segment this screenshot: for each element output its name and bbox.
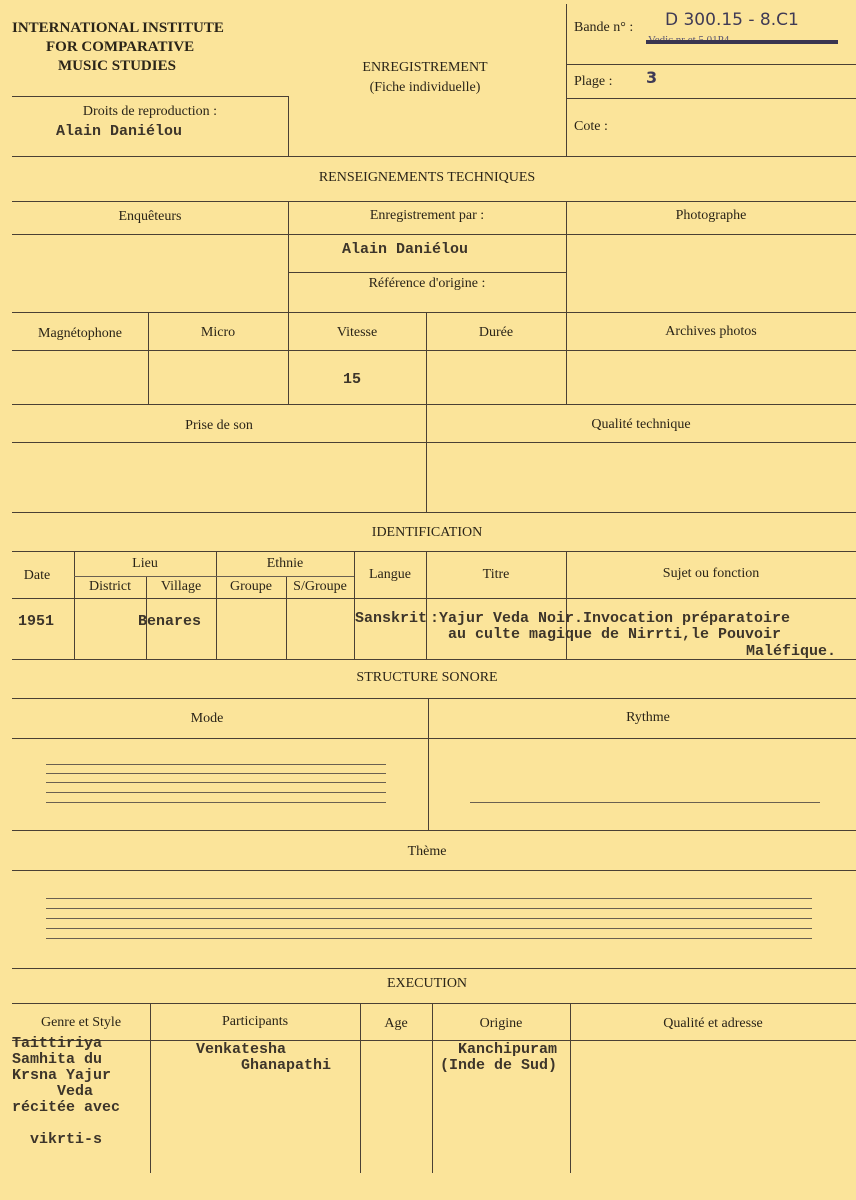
date-value: 1951 [18, 613, 55, 630]
theme-staff-5 [46, 938, 812, 939]
bande-value: D 300.15 - 8.C1 [665, 10, 799, 30]
village-label: Village [160, 579, 202, 594]
tech-header: RENSEIGNEMENTS TECHNIQUES [318, 170, 536, 185]
vitesse-value: 15 [343, 371, 362, 388]
rights-label: Droits de reproduction : [82, 104, 218, 119]
groupe-label: Groupe [230, 579, 272, 594]
mode-label: Mode [190, 711, 224, 726]
header-right-divider [566, 4, 567, 156]
photographe-label: Photographe [675, 208, 747, 223]
header-bottom-line [12, 156, 856, 157]
rights-box-top [12, 96, 288, 97]
form-title: ENREGISTREMENT [362, 60, 488, 75]
tech2-line-1 [12, 350, 856, 351]
execution-line-1 [12, 1003, 856, 1004]
structure-end-line [12, 968, 856, 969]
archives-label: Archives photos [665, 324, 757, 339]
institute-line-2: FOR COMPARATIVE [46, 39, 195, 55]
enregistrement-par-label: Enregistrement par : [369, 208, 485, 223]
district-label: District [89, 579, 131, 594]
micro-label: Micro [200, 325, 236, 340]
structure-header: STRUCTURE SONORE [356, 670, 498, 685]
plage-row-line [566, 98, 856, 99]
theme-line [12, 870, 856, 871]
tech-line-2 [12, 234, 856, 235]
prise-label: Prise de son [185, 418, 253, 433]
mode-staff-3 [46, 782, 386, 783]
origine-value: Kanchipuram (Inde de Sud) [440, 1041, 558, 1074]
ident-line-1 [12, 551, 856, 552]
titre-label: Titre [482, 567, 510, 582]
qualite-technique-label: Qualité technique [591, 417, 691, 432]
reference-line [288, 272, 566, 273]
qualite-adresse-label: Qualité et adresse [663, 1016, 763, 1031]
participants-value: Venkatesha Ghanapathi [196, 1041, 332, 1074]
mode-staff-1 [46, 764, 386, 765]
identification-header: IDENTIFICATION [371, 525, 483, 540]
rythme-line [470, 802, 820, 803]
langue-value: Sanskrit [355, 610, 428, 627]
plage-value: 3 [646, 68, 658, 87]
tech-line-1 [12, 201, 856, 202]
prise-line [12, 442, 856, 443]
ethnie-label: Ethnie [266, 556, 304, 571]
ident-end-line [12, 659, 856, 660]
lieu-label: Lieu [132, 556, 158, 571]
reference-label: Référence d'origine : [368, 276, 486, 291]
execution-line-2 [12, 1040, 856, 1041]
rights-value: Alain Daniélou [56, 123, 183, 140]
magnetophone-label: Magnétophone [38, 326, 122, 341]
genre-value: Taittiriya Samhita du Krsna Yajur Veda récitée avec vikrti-s [12, 1035, 121, 1148]
mode-staff-5 [46, 802, 386, 803]
institute-line-1: INTERNATIONAL INSTITUTE [12, 20, 224, 36]
titre-value-line-1: :Yajur Veda Noir.Invocation préparatoire [430, 610, 791, 627]
bande-row-line [566, 64, 856, 65]
cote-label: Cote : [574, 119, 608, 134]
theme-staff-4 [46, 928, 812, 929]
titre-value-line-3: Maléfique. [746, 643, 837, 660]
enregistrement-par-value: Alain Daniélou [342, 241, 469, 258]
participants-label: Participants [221, 1014, 289, 1029]
origine-label: Origine [479, 1016, 523, 1031]
age-label: Age [384, 1016, 408, 1031]
tech-end-line [12, 512, 856, 513]
date-label: Date [23, 568, 51, 583]
bande-label: Bande n° : [574, 20, 634, 35]
structure-line-3 [12, 830, 856, 831]
theme-staff-1 [46, 898, 812, 899]
duree-label: Durée [478, 325, 514, 340]
form-subtitle: (Fiche individuelle) [369, 80, 481, 95]
plage-label: Plage : [574, 74, 613, 89]
theme-staff-2 [46, 908, 812, 909]
institute-line-3: MUSIC STUDIES [58, 58, 176, 74]
execution-header: EXECUTION [386, 976, 468, 991]
mode-staff-2 [46, 773, 386, 774]
rythme-label: Rythme [626, 710, 670, 725]
enqueteurs-label: Enquêteurs [118, 209, 182, 224]
mode-staff-4 [46, 792, 386, 793]
structure-line-1 [12, 698, 856, 699]
theme-label: Thème [407, 844, 447, 859]
sujet-label: Sujet ou fonction [662, 566, 760, 581]
structure-line-2 [12, 738, 856, 739]
tech2-line-2 [12, 404, 856, 405]
village-value: Benares [138, 613, 202, 630]
tech-line-3 [12, 312, 856, 313]
ident-line-2 [12, 598, 856, 599]
sgroupe-label: S/Groupe [293, 579, 347, 594]
vitesse-label: Vitesse [336, 325, 378, 340]
bande-crossed-value: Vedic nr et 5 01P4 [648, 34, 730, 46]
rights-divider [288, 96, 289, 156]
langue-label: Langue [369, 567, 411, 582]
bande-strikeout [646, 40, 838, 44]
lieu-underline [74, 576, 216, 577]
theme-staff-3 [46, 918, 812, 919]
titre-value-line-2: au culte magique de Nirrti,le Pouvoir [448, 626, 782, 643]
genre-label: Genre et Style [40, 1015, 122, 1030]
ethnie-underline [216, 576, 354, 577]
